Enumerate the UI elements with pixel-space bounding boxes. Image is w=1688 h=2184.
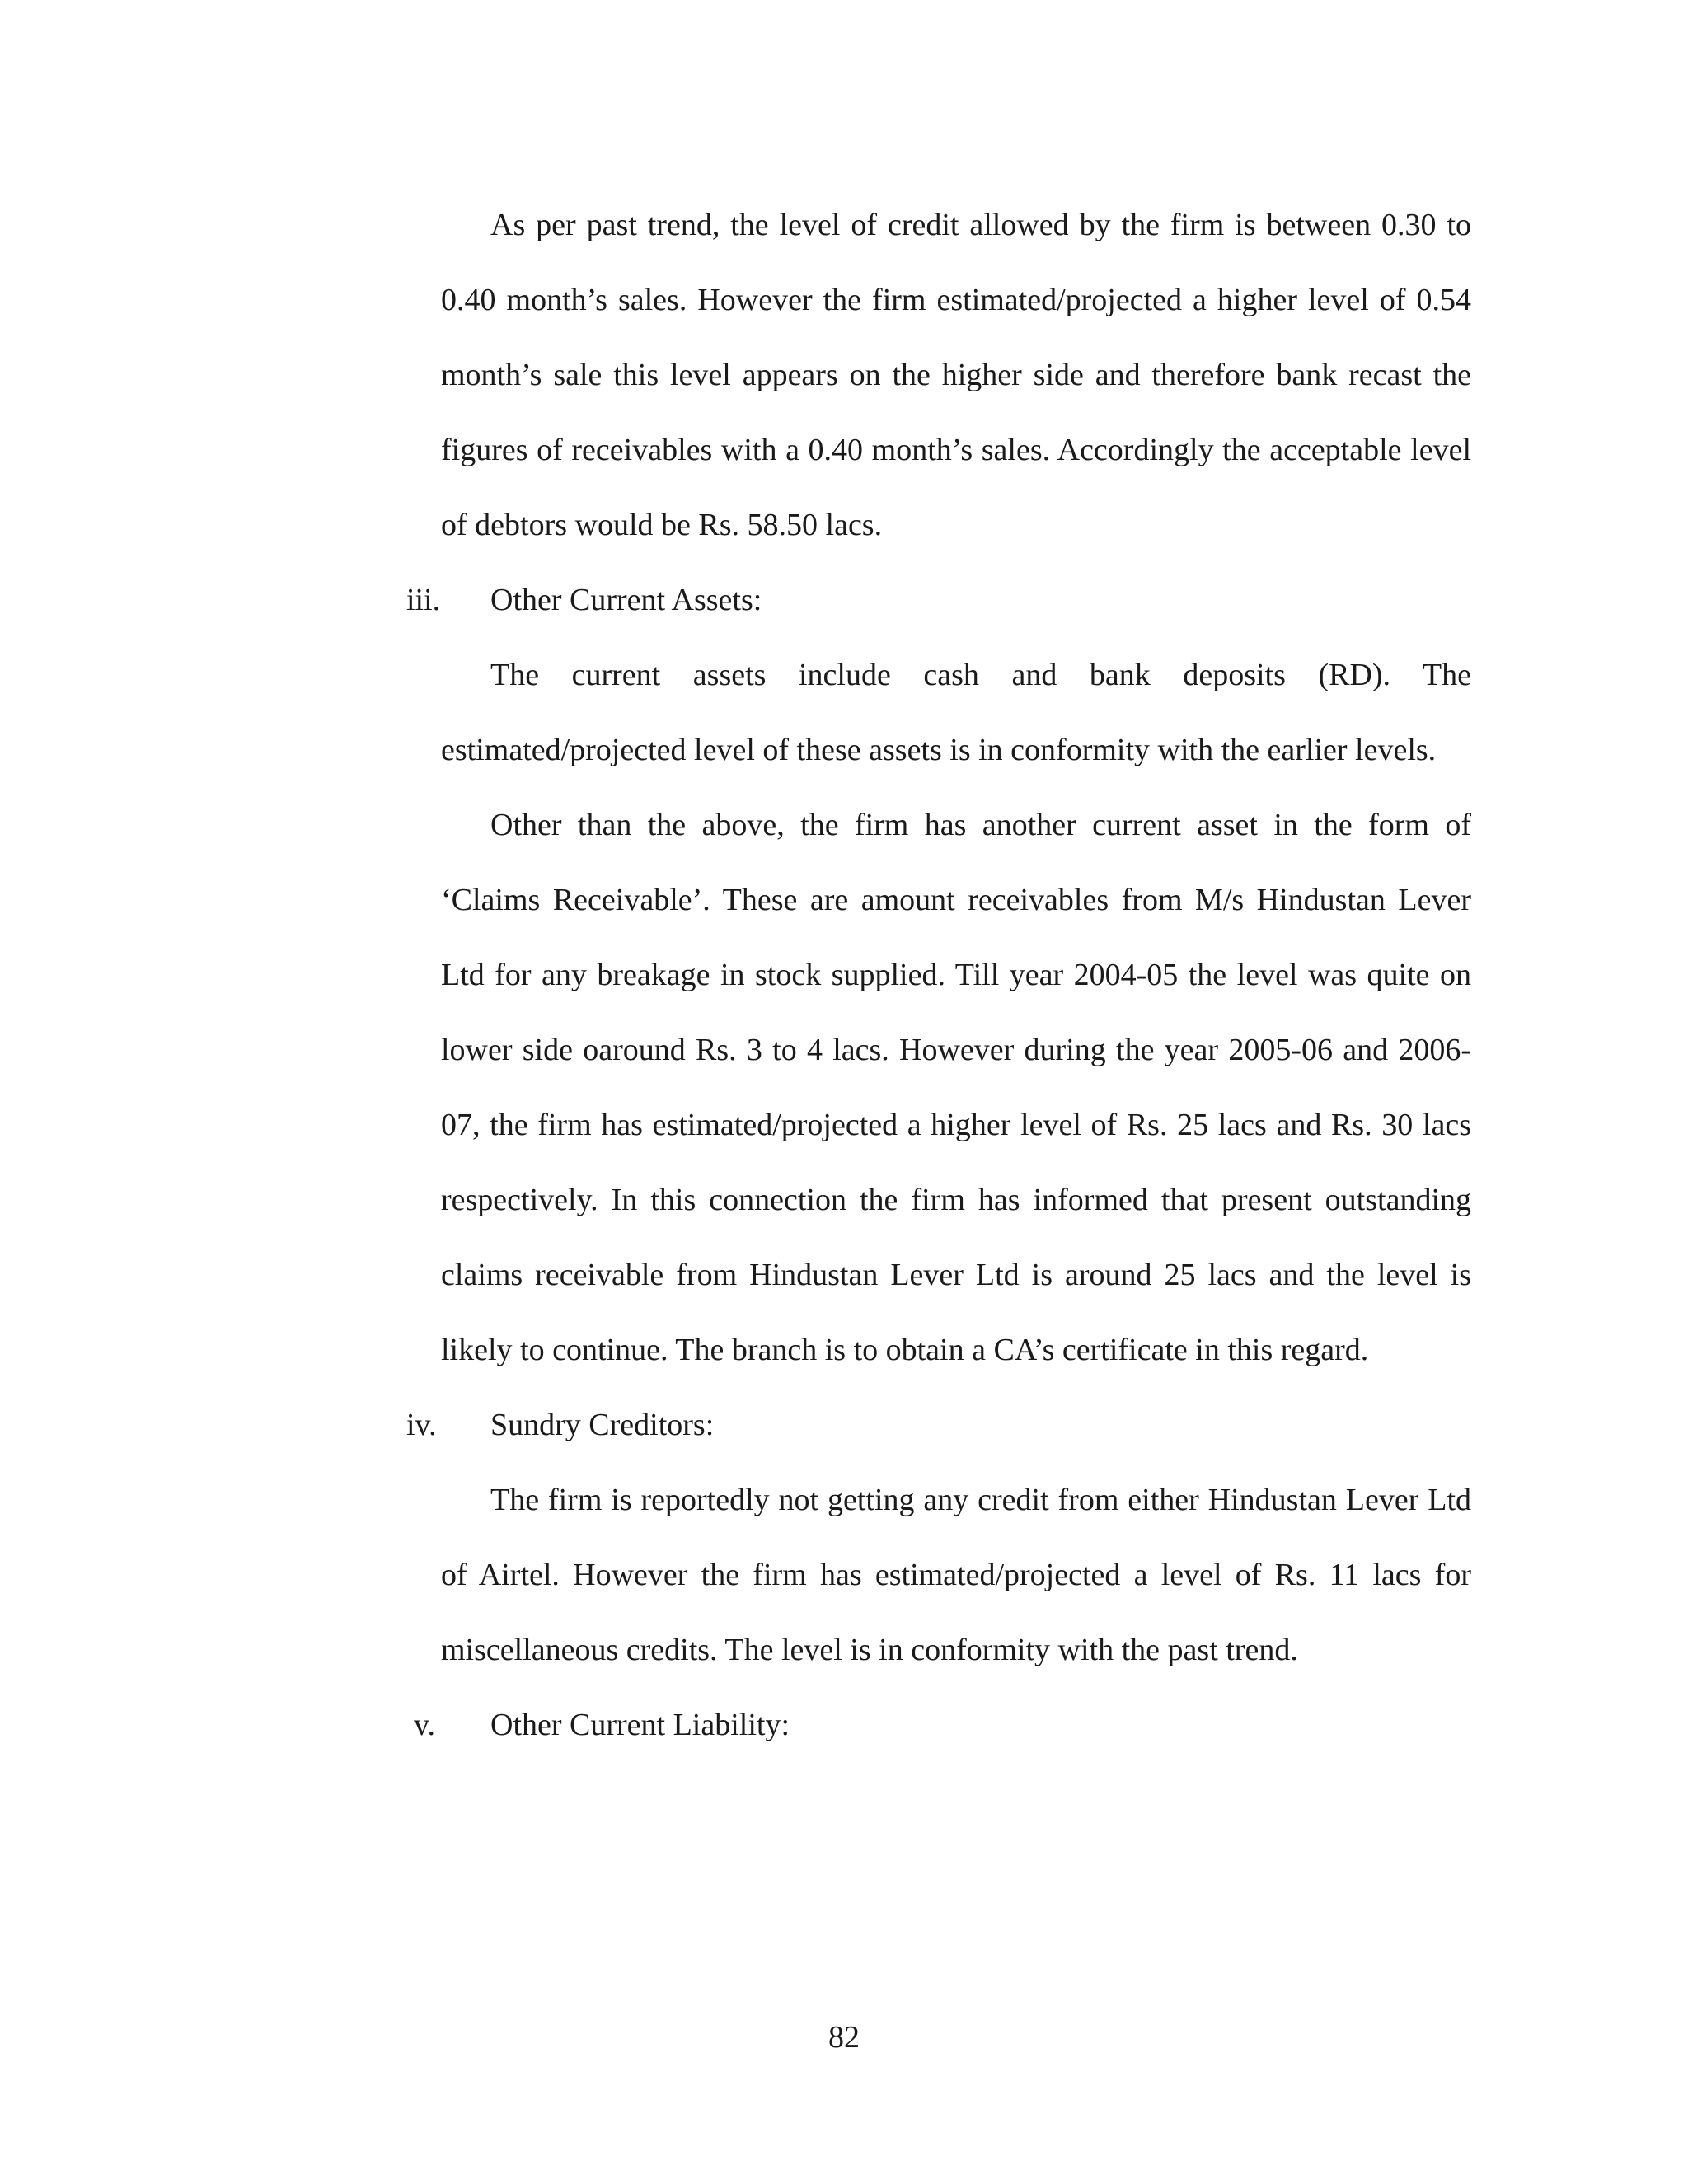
section-numeral: iii.: [406, 583, 441, 617]
page-body: [406, 188, 1471, 1763]
paragraph-claims-receivable: Other than the above, the firm has another current asset in the form of ‘Claims Receivable’. These are amount receivables from M/s Hindustan Lever Ltd for any breakage in stock supplied. Till year 2004-05 the level was quite on lower side oaround Rs. 3 to 4 lacs. However during the year 2005-06 and 2006-07, the firm has estimated/projected a higher level of Rs. 25 lacs and Rs. 30 lacs respectively. In this connection the firm has informed that present outstanding claims receivable from Hindustan Lever Ltd is around 25 lacs and the level is likely to continue. The branch is to obtain a CA’s certificate in this regard.: [441, 808, 1471, 1367]
section-heading-other-current-assets: [406, 563, 1471, 638]
paragraph-sundry-creditors: The firm is reportedly not getting any credit from either Hindustan Lever Ltd of Airtel. However the firm has estimated/projected a level of Rs. 11 lacs for miscellaneous credits. The level is in conformity with the past trend.: [441, 1483, 1471, 1667]
section-heading-sundry-creditors: [406, 1388, 1471, 1463]
section-title: Other Current Assets:: [490, 583, 762, 617]
paragraph-current-assets: The current assets include cash and bank deposits (RD). The estimated/projected level of these assets is in conformity with the earlier levels.: [441, 658, 1471, 767]
page-number: 82: [828, 2020, 860, 2055]
section-title: Other Current Liability:: [490, 1708, 790, 1742]
paragraph-debtors-credit-level: As per past trend, the level of credit allowed by the firm is between 0.30 to 0.40 month’s sales. However the firm estimated/projected a higher level of 0.54 month’s sale this level appears on the higher side and therefore bank recast the figures of receivables with a 0.40 month’s sales. Accordingly the acceptable level of debtors would be Rs. 58.50 lacs.: [441, 208, 1471, 542]
section-title: Sundry Creditors:: [490, 1408, 715, 1442]
section-numeral: v.: [414, 1708, 436, 1742]
section-numeral: iv.: [406, 1408, 437, 1442]
section-heading-other-current-liability: [414, 1688, 1471, 1763]
